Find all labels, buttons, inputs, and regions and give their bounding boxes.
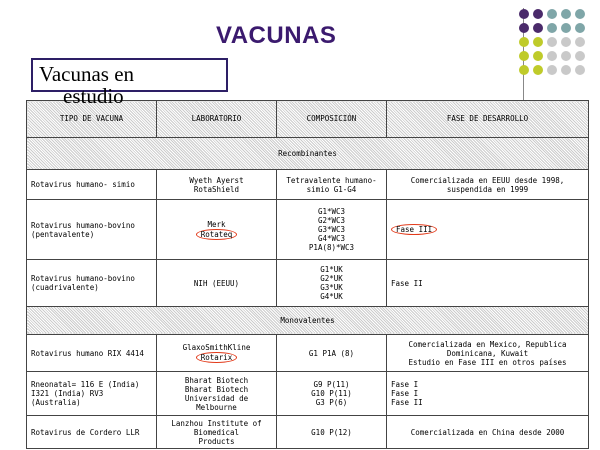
cell-line: GlaxoSmithKline	[182, 343, 251, 353]
cell-laboratorio	[157, 371, 277, 416]
decor-dot	[519, 51, 529, 61]
decor-dot	[575, 37, 585, 47]
decor-dot	[519, 9, 529, 19]
section-row	[27, 306, 589, 334]
cell-line: G1*WC3	[317, 207, 346, 217]
cell-fase	[387, 260, 589, 307]
slide-title: VACUNAS	[216, 22, 337, 49]
cell-line: Wyeth Ayerst	[189, 175, 244, 185]
section-row	[27, 137, 589, 169]
cell-line: Fase I	[391, 389, 419, 399]
cell-line: suspendida en 1999	[446, 184, 529, 194]
cell-line: NIH (EEUU)	[193, 278, 240, 288]
cell-tipo: Rotavirus de Cordero LLR	[27, 416, 157, 449]
cell-line: G4*WC3	[317, 234, 346, 244]
cell-line: Dominicana, Kuwait	[446, 348, 529, 358]
header-laboratorio: LABORATORIO	[157, 101, 277, 138]
cell-line: Comercializada en EEUU desde 1998,	[410, 175, 565, 185]
table-row	[27, 335, 589, 372]
cell-laboratorio	[157, 200, 277, 260]
cell-line: Fase II	[391, 398, 423, 408]
decor-dot	[561, 23, 571, 33]
decor-dot	[519, 65, 529, 75]
header-fase: FASE DE DESARROLLO	[387, 101, 589, 138]
decor-dot	[533, 23, 543, 33]
cell-composicion	[277, 335, 387, 372]
table-row	[27, 371, 589, 416]
cell-line: Universidad de	[184, 393, 249, 403]
cell-line: G1*UK	[320, 265, 343, 275]
decor-dot	[561, 37, 571, 47]
cell-line: Comercializada en Mexico, Republica	[408, 339, 567, 349]
decor-dot	[533, 65, 543, 75]
decor-dot	[575, 51, 585, 61]
cell-composicion	[277, 260, 387, 307]
cell-line: G10 P(12)	[311, 427, 352, 437]
cell-line: G3*UK	[320, 283, 343, 293]
cell-tipo: Rotavirus humano RIX 4414	[27, 335, 157, 372]
cell-line: G2*UK	[320, 274, 343, 284]
decor-dot	[547, 65, 557, 75]
cell-line: Melbourne	[196, 402, 237, 412]
decor-dot	[547, 23, 557, 33]
table-row	[27, 416, 589, 449]
cell-laboratorio	[157, 260, 277, 307]
cell-line: G10 P(11)	[311, 389, 352, 399]
decor-dot	[533, 9, 543, 19]
cell-line: G4*UK	[320, 292, 343, 302]
highlight-circle	[196, 352, 238, 363]
header-tipo: TIPO DE VACUNA	[27, 101, 157, 138]
cell-laboratorio	[157, 335, 277, 372]
cell-line: RotaShield	[193, 184, 240, 194]
decor-dot	[575, 23, 585, 33]
decor-dot	[533, 51, 543, 61]
decor-dot	[575, 9, 585, 19]
cell-line: Rotarix	[200, 353, 233, 363]
cell-line: Lanzhou Institute of	[171, 418, 262, 428]
cell-tipo: Rotavirus humano- simio	[27, 169, 157, 199]
cell-line: G9 P(11)	[313, 380, 350, 390]
highlight-circle	[391, 224, 437, 235]
cell-tipo: Rotavirus humano-bovino (cuadrivalente)	[27, 260, 157, 307]
cell-fase	[387, 200, 589, 260]
decor-dot	[575, 65, 585, 75]
cell-line: Bharat Biotech	[184, 384, 249, 394]
cell-line: Tetravalente humano-	[286, 175, 377, 185]
cell-line: Products	[198, 436, 235, 446]
section-label: Recombinantes	[27, 137, 589, 169]
decor-dot	[533, 37, 543, 47]
cell-line: Bharat Biotech	[184, 375, 249, 385]
decor-dot	[547, 51, 557, 61]
cell-fase	[387, 416, 589, 449]
section-label: Monovalentes	[27, 306, 589, 334]
decor-dot	[519, 37, 529, 47]
decor-dot	[547, 37, 557, 47]
cell-line: G1 P1A (8)	[308, 348, 355, 358]
cell-line: P1A(8)*WC3	[308, 243, 355, 253]
cell-laboratorio	[157, 416, 277, 449]
decor-dot	[561, 51, 571, 61]
decor-dot	[519, 23, 529, 33]
decor-dot	[561, 65, 571, 75]
cell-line: simio G1-G4	[306, 184, 357, 194]
cell-composicion	[277, 169, 387, 199]
callout-line: Vacunas en	[39, 62, 135, 86]
cell-fase	[387, 371, 589, 416]
cell-line: Merk	[207, 219, 226, 229]
cell-line: G2*WC3	[317, 216, 346, 226]
cell-line: Rotateq	[200, 229, 233, 239]
cell-composicion	[277, 416, 387, 449]
cell-composicion	[277, 200, 387, 260]
cell-tipo: Rneonatal= 116 E (India) I321 (India) RV3 (Australia)	[27, 371, 157, 416]
cell-line: Fase II	[391, 278, 423, 288]
decor-dots	[517, 7, 597, 87]
cell-laboratorio	[157, 169, 277, 199]
cell-line: Comercializada en China desde 2000	[410, 427, 565, 437]
table-row	[27, 200, 589, 260]
cell-line: Fase I	[391, 380, 419, 390]
cell-line: G3 P(6)	[315, 398, 348, 408]
cell-line: Biomedical	[193, 427, 240, 437]
highlight-circle	[196, 229, 238, 240]
vaccine-table	[26, 100, 589, 449]
table-row	[27, 169, 589, 199]
cell-composicion	[277, 371, 387, 416]
header-composicion: COMPOSICIÓN	[277, 101, 387, 138]
cell-tipo: Rotavirus humano-bovino (pentavalente)	[27, 200, 157, 260]
cell-fase	[387, 335, 589, 372]
cell-line: G3*WC3	[317, 225, 346, 235]
cell-line: Estudio en Fase III en otros países	[408, 357, 567, 367]
callout-box	[31, 58, 228, 108]
cell-fase	[387, 169, 589, 199]
decor-dot	[547, 9, 557, 19]
decor-dot	[561, 9, 571, 19]
table-row	[27, 260, 589, 307]
cell-line: Fase III	[396, 225, 433, 235]
callout-line: estudio	[63, 84, 124, 108]
